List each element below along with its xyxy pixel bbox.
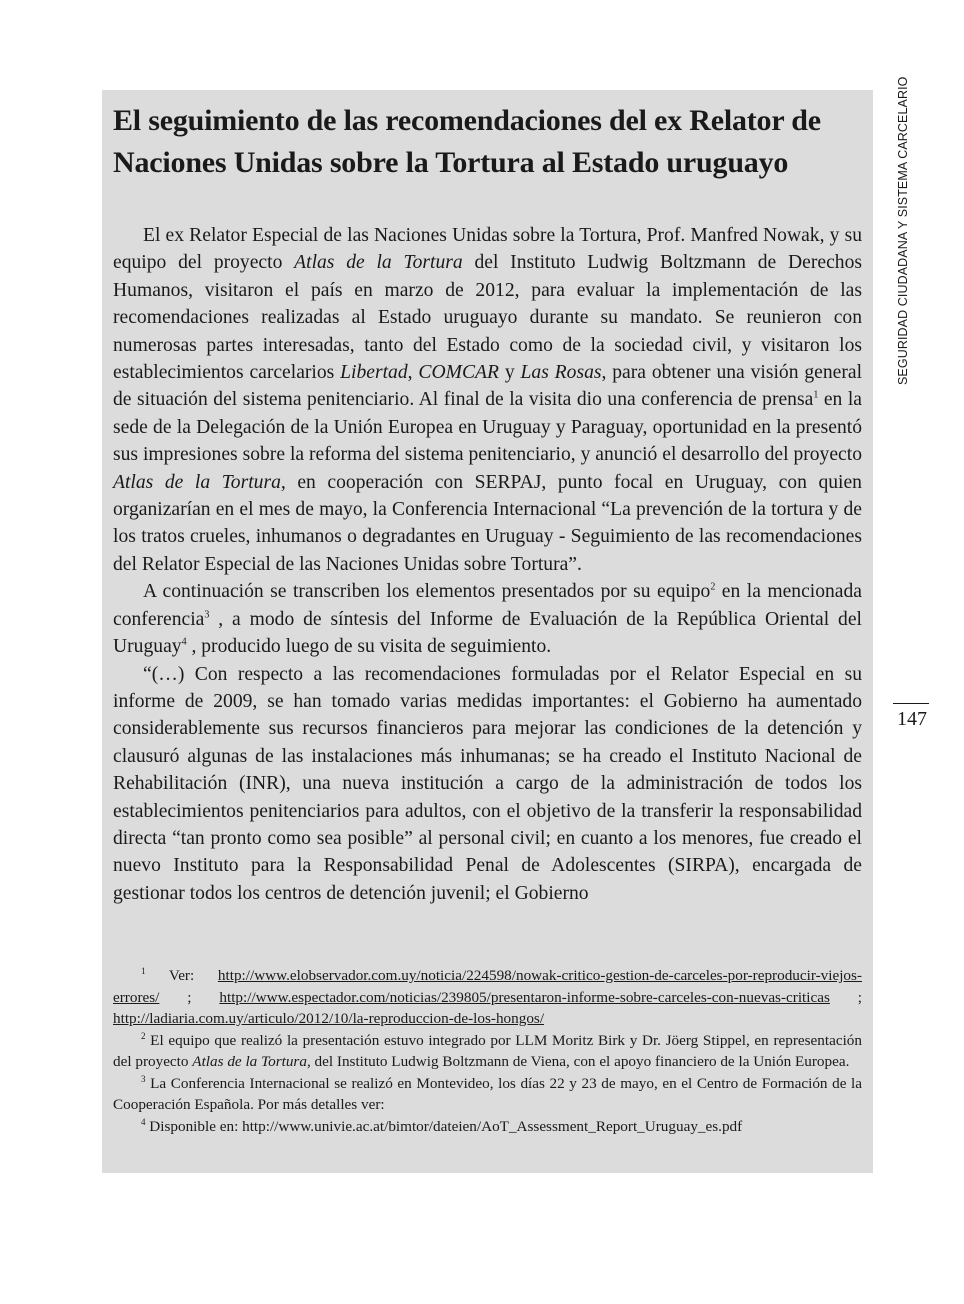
p1-text-4: y [498, 362, 521, 384]
footnote-2-text-2: , del Instituto Ludwig Boltzmann de Viena, con el apoyo financiero de la Unión Europea. [306, 1053, 850, 1070]
p1-text-1: El ex Relator Especial de las Naciones Unidas sobre la Tortura, Prof. Manfred Nowak, y su equipo del proyecto [113, 225, 862, 274]
page-number: 147 [897, 708, 927, 730]
footnote-4 [113, 1116, 862, 1138]
footnote-ref-2[interactable]: 2 [710, 581, 716, 593]
footnote-2-number: 2 [141, 1030, 146, 1041]
footnote-3 [113, 1073, 862, 1116]
p1-text-5: , para obtener una visión general de situación del sistema penitenciario. Al final de la visita dio una conferencia de prensa [113, 362, 863, 411]
p1-italic-atlas: Atlas de la Tortura [294, 252, 463, 274]
footnote-4-text: Disponible en: http://www.univie.ac.at/bimtor/dateien/AoT_Assessment_Report_Uruguay_es.pdf [145, 1117, 743, 1135]
footnote-1 [113, 965, 862, 1030]
p2-text-2: en la mencionada conferencia [113, 581, 862, 630]
p1-text-6: en la sede de la Delegación de la Unión Europea en Uruguay y Paraguay, oportunidad en la presentó sus impresiones sobre la reforma del sistema penitenciario, y anunció el desarrollo del proyecto [113, 389, 862, 466]
p2-text-1: A continuación se transcriben los elementos presentados por su equipo [143, 581, 711, 603]
footnote-1-prefix: Ver: [145, 967, 218, 984]
footnotes [113, 965, 862, 1137]
article [113, 100, 862, 907]
article-body [113, 222, 862, 907]
p1-text-7: en cooperación con SERPAJ, punto focal en Uruguay, con quien organizarían en el mes de mayo, la Conferencia Internacional “La prevención de la tortura y de los tratos crueles, inhumanos o degradantes en Uruguay - Seguimiento de las recomendaciones del Relator Especial de las Naciones Unidas sobre Tortura”. [113, 471, 862, 575]
footnote-link-elobservador[interactable]: http://www.elobservador.com.uy/noticia/224598/nowak-critico-gestion-de-carceles-por-reproducir-viejos-errores/ [113, 967, 862, 1006]
footnote-1-sep-2: ; [829, 988, 862, 1006]
running-header-container [894, 76, 914, 385]
footnote-3-text: La Conferencia Internacional se realizó en Montevideo, los días 22 y 23 de mayo, en el Centro de Formación de la Cooperación Española. Por más detalles ver: [113, 1074, 862, 1113]
paragraph-2 [113, 578, 862, 660]
footnote-link-ladiaria[interactable]: http://ladiaria.com.uy/articulo/2012/10/la-reproduccion-de-los-hongos/ [113, 1010, 545, 1027]
p1-text-2: del Instituto Ludwig Boltzmann de Derechos Humanos, visitaron el país en marzo de 2012, para evaluar la implementación de las recomendaciones realizadas al Estado uruguayo durante su mandato. Se reunieron con numerosas partes interesadas, tanto del Estado como de la sociedad civil, y visitaron los establecimientos carcelarios [113, 252, 863, 384]
footnote-link-espectador[interactable]: http://www.espectador.com/noticias/239805/presentaron-informe-sobre-carceles-con-nuevas-criticas [219, 988, 830, 1006]
footnote-ref-4[interactable]: 4 [181, 636, 187, 648]
p2-text-4: , producido luego de su visita de seguimiento. [186, 636, 552, 658]
p2-text-3: , a modo de síntesis del Informe de Evaluación de la República Oriental del Uruguay [113, 608, 862, 658]
p1-italic-las-rosas: Las Rosas [520, 362, 602, 384]
footnote-4-number: 4 [141, 1116, 146, 1127]
p1-italic-comcar: COMCAR [418, 362, 499, 384]
paragraph-3: “(…) Con respecto a las recomendaciones formuladas por el Relator Especial en su informe de 2009, se han tomado varias medidas importantes: el Gobierno ha aumentado considerablemente sus recursos financieros para mejorar las condiciones de la detención y clausuró algunas de las instalaciones más inhumanas; se ha creado el Instituto Nacional de Rehabilitación (INR), una nueva institución a cargo de la administración de todos los establecimientos penitenciarios para adultos, con el objetivo de la transferir la responsabilidad directa “tan pronto como sea posible” al personal civil; en cuanto a los menores, fue creado el nuevo Instituto para la Responsabilidad Penal de Adolescentes (SIRPA), encargada de gestionar todos los centros de detención juvenil; el Gobierno [113, 663, 862, 904]
footnote-3-number: 3 [141, 1073, 146, 1084]
footnote-2-text-1: El equipo que realizó la presentación estuvo integrado por LLM Moritz Birk y Dr. Jöerg Stippel, en representación del proyecto [113, 1031, 862, 1070]
running-header: SEGURIDAD CIUDADANA Y SISTEMA CARCELARIO [896, 76, 910, 385]
p1-italic-libertad: Libertad [340, 362, 408, 384]
footnote-ref-3[interactable]: 3 [204, 609, 210, 621]
footnote-ref-1[interactable]: 1 [813, 389, 819, 401]
paragraph-1 [113, 222, 862, 578]
p1-text-3: , [407, 362, 419, 384]
footnote-2-italic: Atlas de la Tortura [192, 1053, 307, 1070]
article-title: El seguimiento de las recomendaciones del ex Relator de Naciones Unidas sobre la Tortura al Estado uruguayo [113, 104, 821, 179]
footnote-2 [113, 1030, 862, 1073]
footnote-1-number: 1 [141, 965, 146, 976]
p1-italic-atlas-2: Atlas de la Tortura, [113, 471, 286, 493]
page-number-rule [893, 703, 929, 704]
footnote-1-sep-1: ; [159, 988, 220, 1006]
